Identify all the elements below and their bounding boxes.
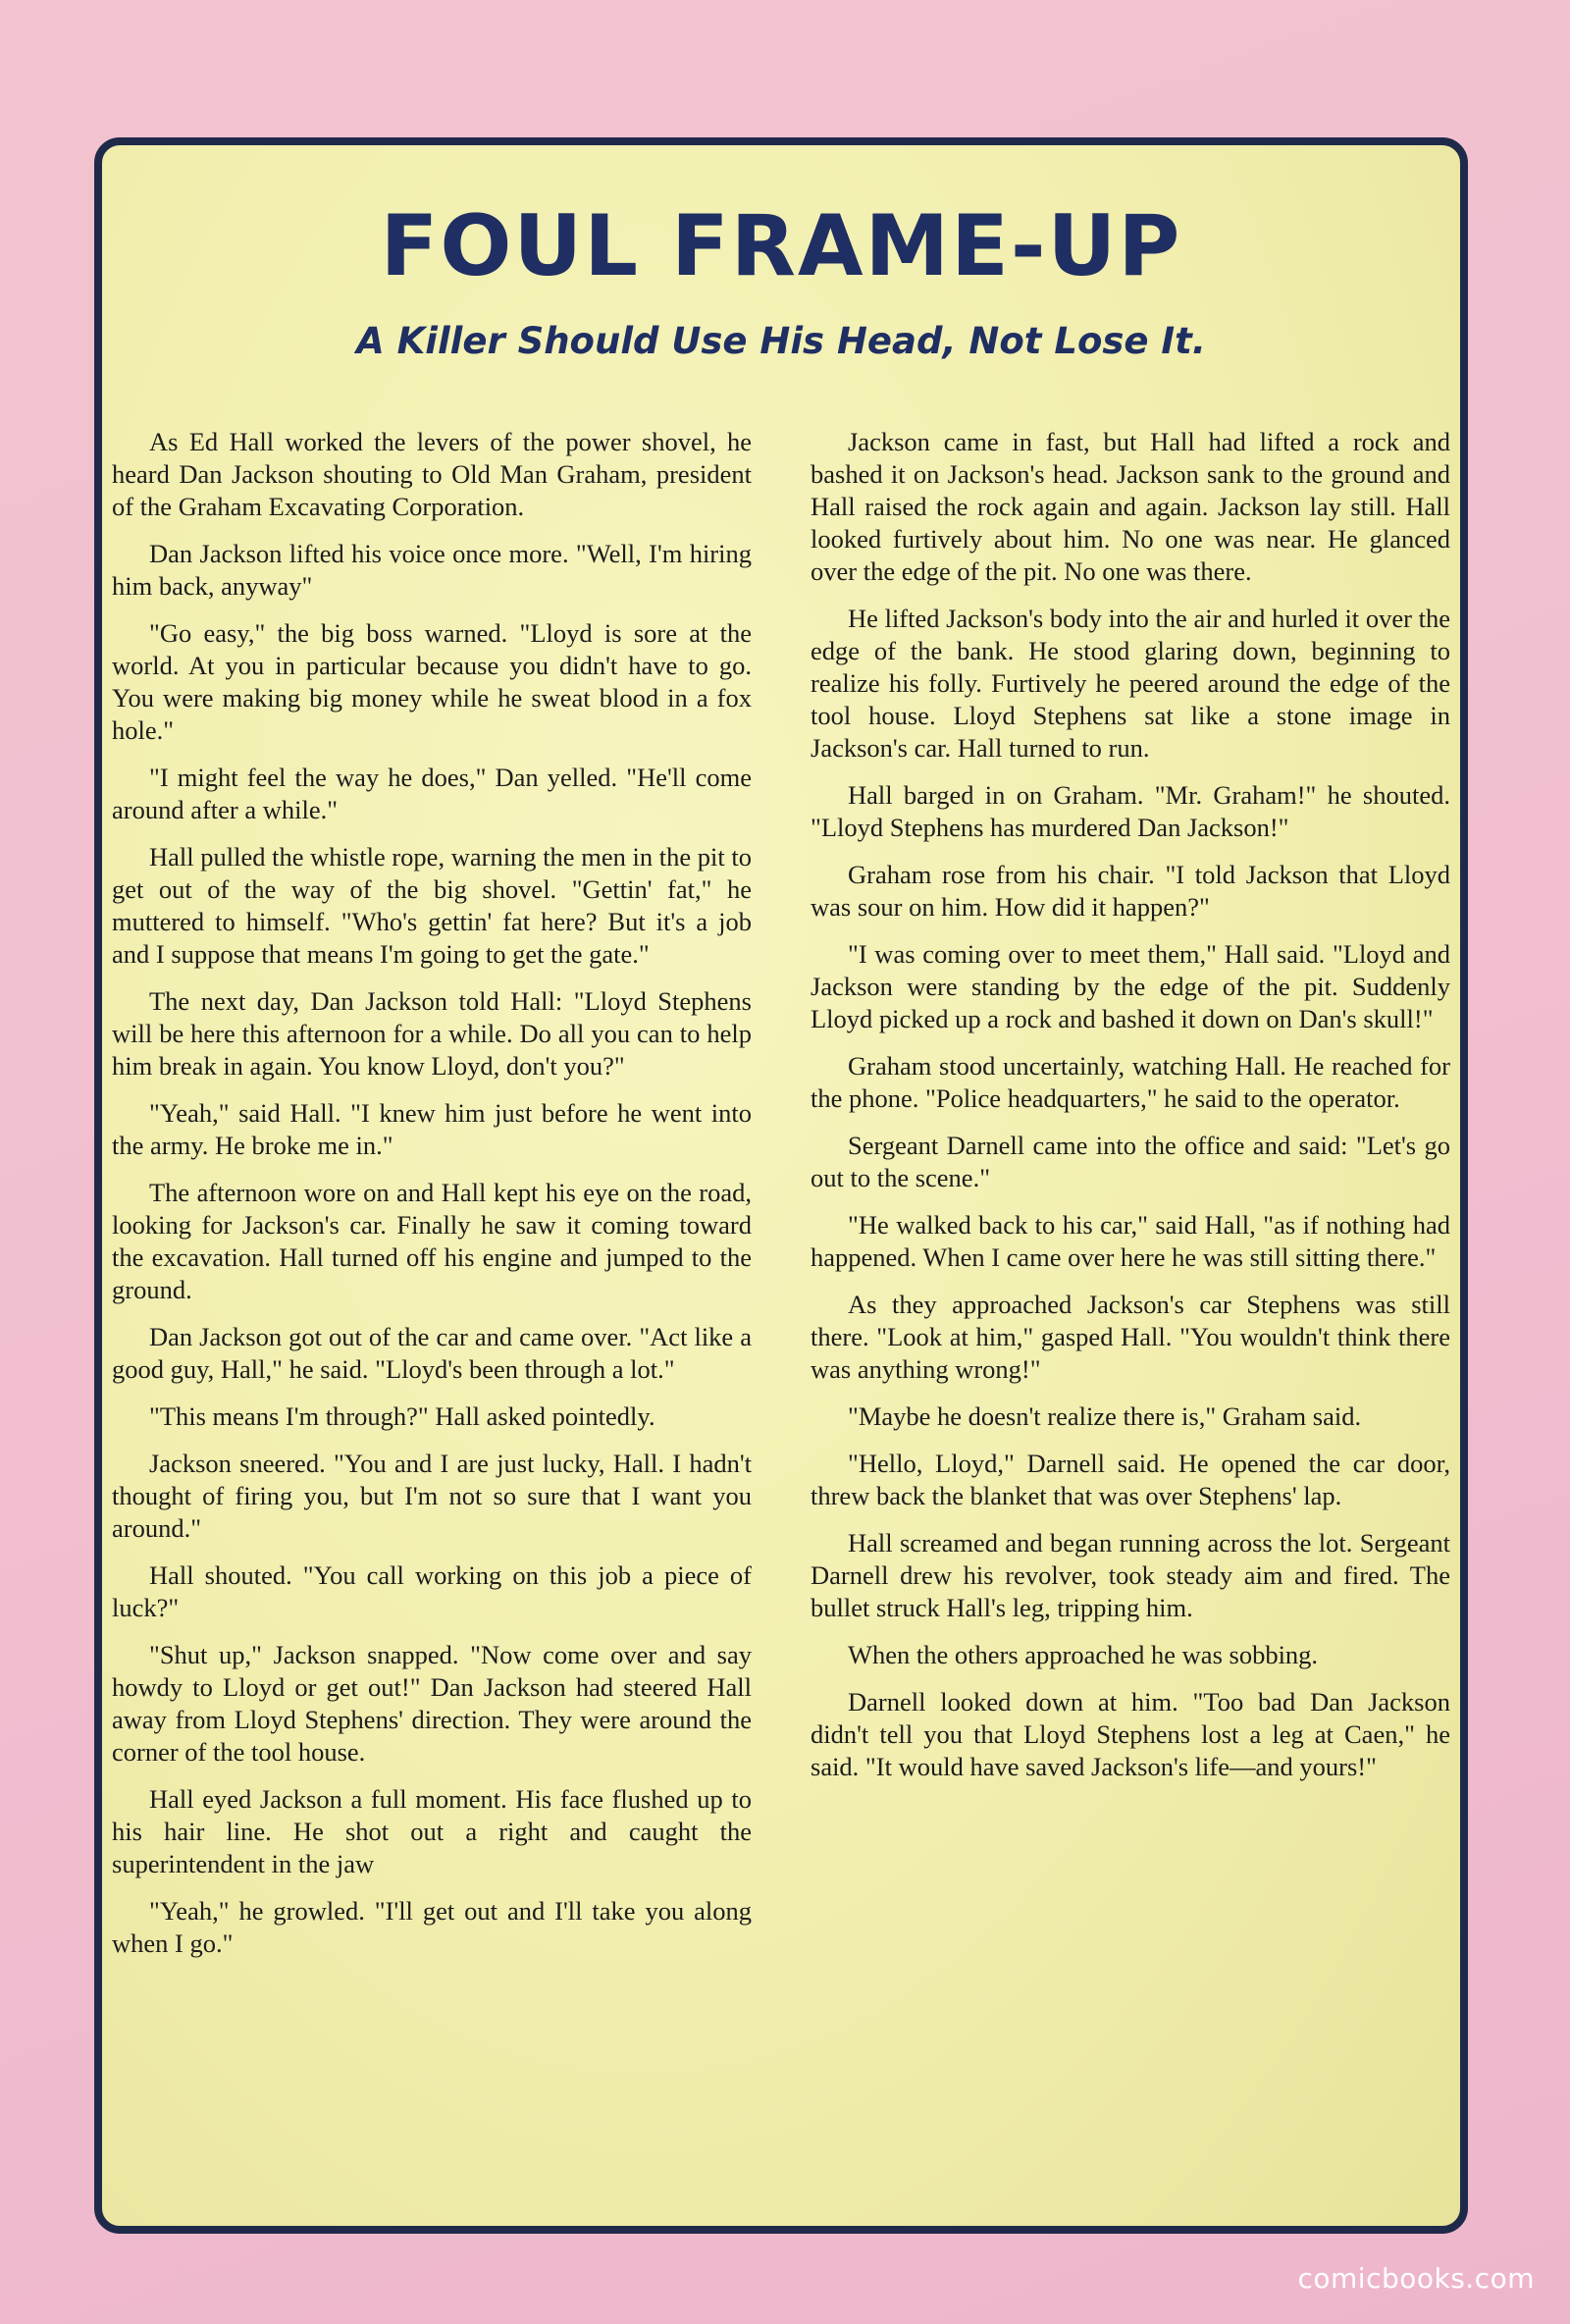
paragraph: Jackson sneered. "You and I are just lucky, Hall. I hadn't thought of firing you, but I'm not so sure that I want you around."	[112, 1449, 752, 1543]
paragraph: Hall screamed and began running across the lot. Sergeant Darnell drew his revolver, took steady aim and fired. The bullet struck Hall's leg, tripping him.	[811, 1528, 1450, 1622]
paragraph: As they approached Jackson's car Stephens was still there. "Look at him," gasped Hall. "You wouldn't think there was anything wrong!"	[811, 1290, 1450, 1384]
paragraph: "Hello, Lloyd," Darnell said. He opened the car door, threw back the blanket that was over Stephens' lap.	[811, 1449, 1450, 1510]
paragraph: Sergeant Darnell came into the office and said: "Let's go out to the scene."	[811, 1131, 1450, 1192]
paragraph: "Yeah," he growled. "I'll get out and I'll take you along when I go."	[112, 1896, 752, 1958]
paragraph: Dan Jackson lifted his voice once more. "Well, I'm hiring him back, anyway"	[112, 539, 752, 601]
paragraph: Hall shouted. "You call working on this job a piece of luck?"	[112, 1560, 752, 1622]
paragraph: Hall eyed Jackson a full moment. His face flushed up to his hair line. He shot out a right and caught the superintendent in the jaw	[112, 1784, 752, 1878]
paragraph: Dan Jackson got out of the car and came over. "Act like a good guy, Hall," he said. "Lloyd's been through a lot."	[112, 1322, 752, 1384]
paragraph: The afternoon wore on and Hall kept his eye on the road, looking for Jackson's car. Finally he saw it coming toward the excavation. Hall turned off his engine and jumped to the ground.	[112, 1178, 752, 1304]
right-column	[811, 426, 1450, 1798]
paragraph: "I might feel the way he does," Dan yelled. "He'll come around after a while."	[112, 763, 752, 824]
paragraph: "I was coming over to meet them," Hall said. "Lloyd and Jackson were standing by the edge of the pit. Suddenly Lloyd picked up a rock and bashed it down on Dan's skull!"	[811, 939, 1450, 1033]
paragraph: Jackson came in fast, but Hall had lifted a rock and bashed it on Jackson's head. Jackson sank to the ground and Hall raised the rock again and again. Jackson lay still. Hall looked furtively about him. No one was near. He glanced over the edge of the pit. No one was there.	[811, 427, 1450, 586]
story-panel	[94, 137, 1468, 2234]
paragraph: The next day, Dan Jackson told Hall: "Lloyd Stephens will be here this afternoon for a while. Do all you can to help him break in again. You know Lloyd, don't you?"	[112, 986, 752, 1081]
paragraph: "Shut up," Jackson snapped. "Now come over and say howdy to Lloyd or get out!" Dan Jackson had steered Hall away from Lloyd Stephens' direction. They were around the corner of the tool house.	[112, 1640, 752, 1767]
paragraph: Hall pulled the whistle rope, warning the men in the pit to get out of the way of the big shovel. "Gettin' fat," he muttered to himself. "Who's gettin' fat here? But it's a job and I suppose that means I'm going to get the gate."	[112, 842, 752, 969]
story-title: FOUL FRAME-UP	[380, 197, 1182, 295]
paragraph: Graham stood uncertainly, watching Hall. He reached for the phone. "Police headquarters," he said to the operator.	[811, 1051, 1450, 1113]
paragraph: "Yeah," said Hall. "I knew him just before he went into the army. He broke me in."	[112, 1098, 752, 1160]
paragraph: When the others approached he was sobbing.	[848, 1640, 1319, 1669]
paragraph: As Ed Hall worked the levers of the power shovel, he heard Dan Jackson shouting to Old Man Graham, president of the Graham Excavating Corporation.	[112, 427, 752, 521]
site-watermark: comicbooks.com	[1297, 2262, 1535, 2295]
left-column	[112, 426, 752, 1975]
paragraph: "This means I'm through?" Hall asked pointedly.	[149, 1401, 655, 1431]
story-subtitle: A Killer Should Use His Head, Not Lose It.	[356, 320, 1206, 362]
paragraph: "He walked back to his car," said Hall, "as if nothing had happened. When I came over here he was still sitting there."	[811, 1210, 1450, 1272]
paragraph: "Maybe he doesn't realize there is," Graham said.	[848, 1401, 1362, 1431]
paragraph: Graham rose from his chair. "I told Jackson that Lloyd was sour on him. How did it happen?"	[811, 860, 1450, 922]
paragraph: Darnell looked down at him. "Too bad Dan Jackson didn't tell you that Lloyd Stephens lost a leg at Caen," he said. "It would have saved Jackson's life—and yours!"	[811, 1687, 1450, 1781]
paragraph: He lifted Jackson's body into the air and hurled it over the edge of the bank. He stood glaring down, beginning to realize his folly. Furtively he peered around the edge of the tool house. Lloyd Stephens sat like a stone image in Jackson's car. Hall turned to run.	[811, 604, 1450, 763]
paragraph: "Go easy," the big boss warned. "Lloyd is sore at the world. At you in particular because you didn't have to go. You were making big money while he sweat blood in a fox hole."	[112, 618, 752, 745]
paragraph: Hall barged in on Graham. "Mr. Graham!" he shouted. "Lloyd Stephens has murdered Dan Jackson!"	[811, 780, 1450, 842]
